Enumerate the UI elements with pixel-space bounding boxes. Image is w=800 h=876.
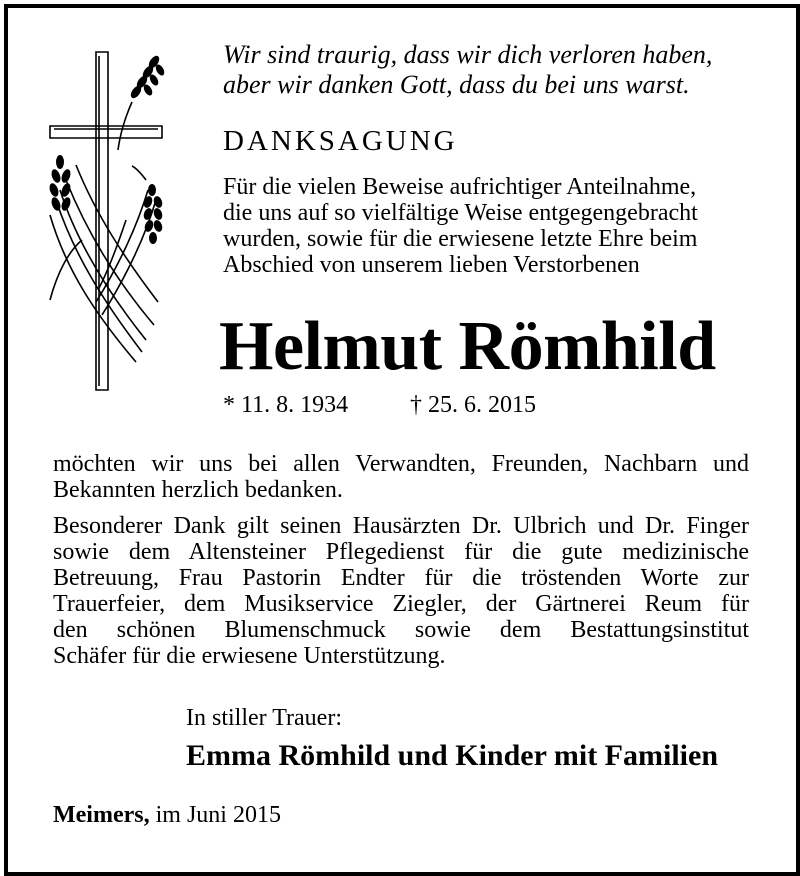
birth-date: * 11. 8. 1934 <box>223 392 349 418</box>
paragraph-2-line-1: Besonderer Dank gilt seinen Hausärzten Dr. Ulbrich und Dr. Finger <box>53 513 749 539</box>
deceased-name: Helmut Römhild <box>219 308 716 385</box>
paragraph-2-line-2: sowie dem Altensteiner Pflegedienst für die gute medizinische <box>53 539 749 565</box>
intro-line-3: wurden, sowie für die erwiesene letzte Ehre beim <box>223 226 698 252</box>
quote-line-1: Wir sind traurig, dass wir dich verloren haben, <box>223 40 713 69</box>
paragraph-2-line-5: den schönen Blumenschmuck sowie dem Bestattungsinstitut <box>53 617 749 643</box>
intro-line-4: Abschied von unserem lieben Verstorbenen <box>223 252 640 278</box>
paragraph-2-line-4: Trauerfeier, dem Musikservice Ziegler, der Gärtnerei Reum für <box>53 591 749 617</box>
paragraph-2-line-3: Betreuung, Frau Pastorin Endter für die tröstenden Worte zur <box>53 565 749 591</box>
notice-date: im Juni 2015 <box>155 802 281 828</box>
intro-line-2: die uns auf so vielfältige Weise entgegengebracht <box>223 200 698 226</box>
death-date: † 25. 6. 2015 <box>410 392 536 418</box>
place-date <box>53 802 281 829</box>
notice-heading: DANKSAGUNG <box>223 125 458 157</box>
paragraph-1-line-1: möchten wir uns bei allen Verwandten, Freunden, Nachbarn und <box>53 451 749 477</box>
quote-line-2: aber wir danken Gott, dass du bei uns warst. <box>223 70 690 99</box>
paragraph-2-line-6: Schäfer für die erwiesene Unterstützung. <box>53 643 446 669</box>
cross-with-wheat-icon <box>36 40 186 400</box>
closing-phrase: In stiller Trauer: <box>186 705 342 731</box>
family-signature: Emma Römhild und Kinder mit Familien <box>186 739 719 772</box>
place-name: Meimers, <box>53 802 150 828</box>
paragraph-1-line-2: Bekannten herzlich bedanken. <box>53 477 343 503</box>
intro-line-1: Für die vielen Beweise aufrichtiger Anteilnahme, <box>223 174 697 200</box>
